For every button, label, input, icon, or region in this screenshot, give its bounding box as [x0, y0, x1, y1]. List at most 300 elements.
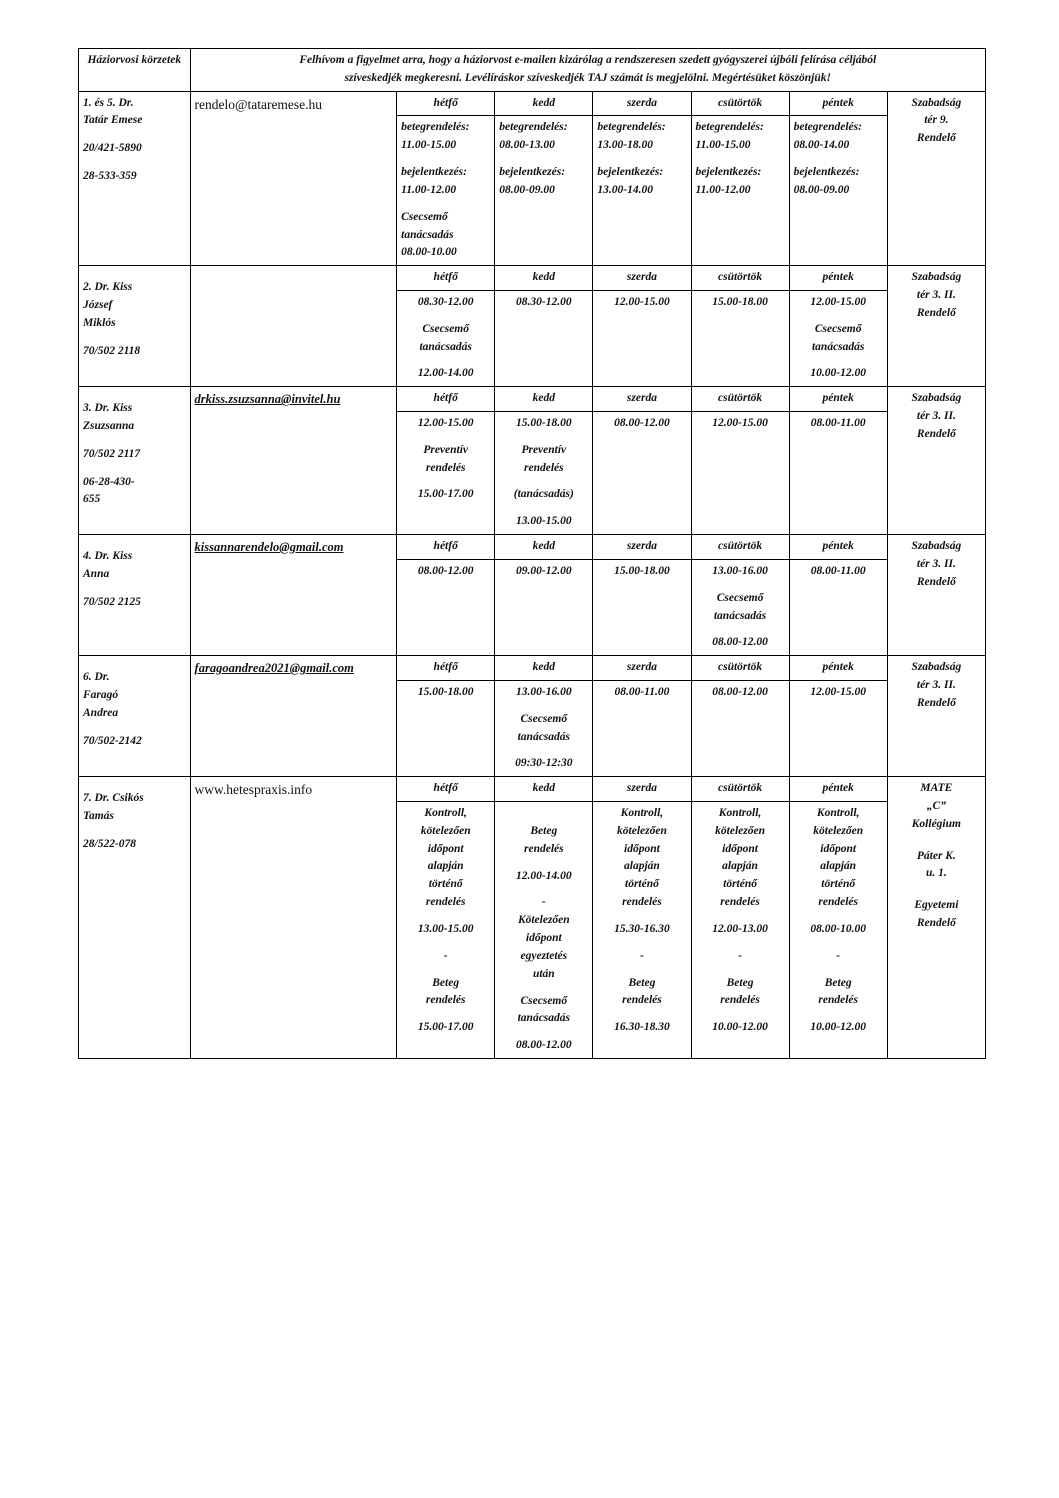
day-label: kedd — [532, 661, 555, 674]
schedule-line: 15.30-16.30 — [614, 922, 670, 935]
schedule-line: 12.00-15.00 — [810, 685, 866, 698]
schedule-line: időpont — [624, 842, 660, 855]
day-label: csütörtök — [718, 392, 763, 405]
day-label: péntek — [822, 661, 854, 674]
day-header-hetfo — [397, 266, 495, 291]
schedule-line: 10.00-12.00 — [712, 1021, 768, 1034]
schedule-line: tanácsadás — [517, 1012, 571, 1025]
email-link[interactable]: drkiss.zsuzsanna@invitel.hu — [194, 392, 341, 407]
schedule-cell-pentek — [789, 802, 887, 1059]
location-line: tér 3. II. — [916, 678, 956, 691]
schedule-cell-szerda — [593, 116, 691, 266]
schedule-cell-hetfo — [397, 116, 495, 266]
schedule-line: 15.00-18.00 — [516, 417, 572, 429]
schedule-line: tanácsadás — [517, 730, 571, 743]
schedule-line: 08.00-09.00 — [793, 183, 850, 196]
spacer — [892, 834, 981, 848]
schedule-line: 08.00-12.00 — [516, 1039, 572, 1052]
day-label: kedd — [532, 782, 555, 795]
spacer — [794, 356, 883, 365]
doctor-phone: 20/421-5890 — [83, 142, 142, 155]
spacer — [401, 966, 490, 975]
schedule-line: rendelés — [720, 896, 760, 909]
day-header-szerda — [593, 91, 691, 116]
spacer — [83, 158, 186, 168]
schedule-line: 11.00-12.00 — [695, 183, 751, 196]
notice-line-2: szíveskedjék megkeresni. Levélíráskor szíveskedjék TAJ számát is megjelölni. Megértésüket köszönjük! — [344, 71, 832, 84]
schedule-line: Kötelezően — [517, 914, 570, 927]
day-label: szerda — [626, 782, 657, 795]
schedule-line: kötelezően — [715, 824, 765, 837]
schedule-line: rendelés — [425, 896, 466, 909]
doctor-phone: 28-533-359 — [83, 170, 137, 183]
day-header-csutortok — [691, 777, 789, 802]
spacer — [499, 504, 588, 513]
schedule-line: rendelés — [425, 994, 466, 1007]
day-header-csutortok — [691, 91, 789, 116]
schedule-line: 15.00-18.00 — [614, 564, 670, 577]
schedule-line: kötelezően — [420, 824, 471, 837]
schedule-cell-hetfo — [397, 290, 495, 386]
spacer — [401, 200, 490, 209]
day-label: csütörtök — [718, 782, 763, 795]
schedule-line: Beteg — [530, 825, 558, 837]
day-label: szerda — [626, 540, 657, 553]
spacer — [499, 155, 588, 164]
schedule-line: bejelentkezés: — [695, 166, 762, 179]
schedule-line: 12.00-15.00 — [417, 417, 474, 429]
spacer — [696, 939, 785, 948]
day-header-pentek — [789, 777, 887, 802]
schedule-line: betegrendelés: — [793, 121, 862, 134]
contact-cell[interactable] — [190, 656, 397, 777]
schedule-cell-szerda — [593, 680, 691, 776]
schedule-cell-csutortok — [691, 802, 789, 1059]
day-label: hétfő — [433, 392, 458, 405]
schedule-cell-csutortok — [691, 412, 789, 535]
schedule-cell-kedd — [495, 559, 593, 655]
schedule-line: Csecsemő — [520, 712, 568, 725]
schedule-line: Beteg — [824, 976, 852, 989]
spacer — [83, 538, 186, 548]
schedule-line: - — [640, 949, 644, 962]
doctor-name-line: Zsuzsanna — [83, 420, 135, 432]
spacer — [83, 436, 186, 446]
schedule-line: időpont — [722, 842, 758, 855]
spacer — [696, 625, 785, 634]
location-line: MATE — [920, 782, 953, 795]
spacer — [83, 780, 186, 790]
schedule-line: 15.00-18.00 — [712, 295, 768, 308]
schedule-line: betegrendelés: — [597, 121, 666, 134]
spacer — [499, 814, 588, 823]
day-label: hétfő — [433, 96, 458, 109]
day-label: hétfő — [433, 540, 458, 553]
day-header-csutortok — [691, 387, 789, 412]
spacer — [499, 1028, 588, 1037]
day-header-szerda — [593, 656, 691, 681]
location-line: tér 3. II. — [916, 557, 956, 570]
schedule-line: - — [738, 949, 742, 962]
day-label: csütörtök — [718, 661, 763, 674]
location-line: Kollégium — [911, 817, 961, 830]
spacer — [892, 883, 981, 897]
doctor-name-line: Anna — [83, 567, 110, 580]
schedule-line: időpont — [525, 932, 562, 945]
schedule-line: 08.00-10.00 — [810, 922, 866, 935]
doctor-cell — [79, 91, 191, 266]
schedule-line: Kontroll, — [718, 807, 762, 819]
schedule-line: 12.00-15.00 — [614, 295, 670, 308]
schedule-cell-szerda — [593, 290, 691, 386]
schedule-line: kötelezően — [813, 824, 864, 837]
schedule-line: - — [836, 949, 841, 962]
table-row-notice — [79, 49, 986, 92]
schedule-cell-csutortok — [691, 680, 789, 776]
website-link[interactable]: www.hetespraxis.info — [194, 782, 313, 798]
schedule-line: - — [541, 896, 546, 909]
schedule-line: tanácsadás — [713, 609, 767, 622]
table-row — [79, 387, 986, 412]
day-label: szerda — [626, 96, 657, 109]
table-row — [79, 535, 986, 560]
location-line: tér 9. — [924, 114, 949, 127]
spacer — [401, 312, 490, 321]
day-header-pentek — [789, 387, 887, 412]
schedule-line: 09:30-12:30 — [515, 757, 573, 770]
spacer — [696, 912, 785, 921]
doctor-name-line: Tatár Emese — [83, 114, 143, 127]
table-row — [79, 656, 986, 681]
spacer — [83, 464, 186, 474]
spacer — [83, 584, 186, 594]
schedule-cell-kedd — [495, 412, 593, 535]
table-row — [79, 777, 986, 802]
contact-cell[interactable] — [190, 777, 397, 1059]
location-cell — [887, 91, 985, 266]
spacer — [794, 312, 883, 321]
schedule-line: 12.00-13.00 — [712, 922, 768, 935]
schedule-line: alapján — [624, 860, 660, 873]
day-label: csütörtök — [718, 96, 763, 109]
schedule-line: bejelentkezés: — [499, 166, 566, 179]
contact-cell[interactable] — [190, 266, 397, 387]
doctor-phone: 70/502 2117 — [83, 447, 141, 460]
spacer — [597, 966, 686, 975]
location-cell — [887, 656, 985, 777]
contact-cell[interactable] — [190, 91, 397, 266]
notice-line-1: Felhívom a figyelmet arra, hogy a háziorvost e-mailen kizárólag a rendszeresen szedett gyógyszerei újbóli felírása céljából — [299, 54, 877, 66]
email-link[interactable]: rendelo@tataremese.hu — [194, 96, 323, 112]
doctor-cell — [79, 535, 191, 656]
day-label: csütörtök — [718, 540, 763, 553]
doctor-name-line: József — [83, 298, 113, 311]
day-label: kedd — [532, 271, 555, 284]
schedule-cell-szerda — [593, 559, 691, 655]
spacer — [401, 912, 490, 921]
schedule-line: 11.00-12.00 — [401, 183, 457, 196]
day-label: szerda — [626, 392, 657, 405]
spacer — [83, 390, 186, 400]
day-header-hetfo — [397, 387, 495, 412]
districts-label: Háziorvosi körzetek — [87, 54, 182, 66]
day-header-csutortok — [691, 535, 789, 560]
table-row — [79, 91, 986, 116]
schedule-cell-pentek — [789, 290, 887, 386]
schedule-line: időpont — [820, 842, 857, 855]
spacer — [401, 939, 490, 948]
location-line: Rendelő — [916, 917, 956, 930]
schedule-line: (tanácsadás) — [513, 488, 574, 501]
schedule-line: 08.00-12.00 — [614, 417, 670, 429]
day-header-hetfo — [397, 535, 495, 560]
spacer — [696, 155, 785, 164]
schedule-line: 11.00-15.00 — [401, 139, 457, 152]
doctor-phone: 70/502-2142 — [83, 734, 142, 747]
schedule-line: 13.00-18.00 — [597, 139, 653, 152]
schedule-line: 12.00-14.00 — [417, 367, 474, 380]
schedule-line: 08.00-11.00 — [810, 564, 866, 577]
day-header-hetfo — [397, 656, 495, 681]
location-line: Rendelő — [916, 132, 956, 145]
schedule-cell-pentek — [789, 412, 887, 535]
day-header-hetfo — [397, 91, 495, 116]
spacer — [83, 130, 186, 140]
doctor-name-line: 4. Dr. Kiss — [83, 550, 133, 563]
schedule-cell-hetfo — [397, 559, 495, 655]
schedule-line: kötelezően — [617, 824, 667, 837]
schedule-cell-hetfo — [397, 680, 495, 776]
schedule-line: rendelés — [524, 842, 564, 855]
location-line: Szabadság — [911, 661, 962, 674]
schedule-line: rendelés — [425, 461, 466, 474]
email-link[interactable]: faragoandrea2021@gmail.com — [194, 661, 354, 676]
location-line: Szabadság — [911, 271, 962, 284]
schedule-line: Kontroll, — [816, 807, 860, 819]
day-header-kedd — [495, 387, 593, 412]
schedule-line: rendelés — [720, 994, 760, 1007]
spacer — [83, 333, 186, 343]
spacer — [499, 984, 588, 993]
schedule-line: tanácsadás — [811, 340, 865, 353]
location-line: Páter K. — [916, 849, 956, 862]
spacer — [597, 939, 686, 948]
doctor-phone: 70/502 2125 — [83, 595, 141, 608]
spacer — [499, 433, 588, 442]
schedule-line: betegrendelés: — [695, 121, 764, 134]
location-line: Rendelő — [916, 306, 956, 319]
doctor-name-line: Faragó — [83, 688, 119, 701]
day-label: péntek — [822, 392, 854, 405]
location-line: Szabadság — [911, 540, 962, 553]
day-label: péntek — [822, 271, 854, 284]
spacer — [794, 912, 883, 921]
schedule-line: bejelentkezés: — [401, 166, 467, 179]
day-header-kedd — [495, 535, 593, 560]
schedule-cell-kedd — [495, 116, 593, 266]
schedule-line: rendelés — [818, 994, 858, 1007]
spacer — [794, 155, 883, 164]
schedule-line: bejelentkezés: — [793, 166, 860, 179]
schedule-line: alapján — [820, 860, 857, 873]
document-page — [78, 48, 986, 1059]
spacer — [499, 477, 588, 486]
schedule-line: bejelentkezés: — [597, 166, 664, 179]
schedule-line: Kontroll, — [620, 807, 664, 819]
header-cell-districts — [79, 49, 191, 92]
schedule-line: időpont — [427, 842, 464, 855]
location-line: Szabadság — [911, 96, 962, 109]
spacer — [499, 805, 588, 814]
location-line: Rendelő — [916, 575, 956, 588]
schedule-cell-kedd — [495, 290, 593, 386]
schedule-line: 08.00-12.00 — [712, 636, 768, 649]
day-label: kedd — [532, 96, 555, 109]
spacer — [401, 477, 490, 486]
schedule-line: Preventív — [521, 443, 567, 456]
schedule-cell-csutortok — [691, 116, 789, 266]
location-line: Rendelő — [916, 427, 956, 440]
day-label: hétfő — [433, 782, 458, 795]
schedule-line: Beteg — [726, 976, 754, 989]
schedule-line: 10.00-12.00 — [810, 367, 866, 380]
spacer — [794, 1010, 883, 1019]
schedule-line: tanácsadás — [419, 340, 472, 353]
schedule-line: 08.30-12.00 — [516, 295, 572, 308]
schedule-line: 08.00-11.00 — [614, 685, 670, 698]
day-header-pentek — [789, 656, 887, 681]
schedule-line: rendelés — [818, 896, 858, 909]
spacer — [401, 155, 490, 164]
schedule-line: Csecsemő — [520, 994, 568, 1007]
schedule-cell-kedd — [495, 680, 593, 776]
doctor-name-line: 1. és 5. Dr. — [83, 96, 134, 109]
schedule-line: 15.00-17.00 — [417, 488, 474, 501]
schedule-cell-csutortok — [691, 559, 789, 655]
day-label: szerda — [626, 271, 657, 284]
schedule-cell-pentek — [789, 559, 887, 655]
location-line: tér 3. II. — [916, 410, 956, 422]
doctor-phone: 28/522-078 — [83, 837, 137, 850]
schedule-cell-szerda — [593, 802, 691, 1059]
schedule-line: 11.00-15.00 — [695, 139, 751, 152]
schedule-line: Preventív — [423, 443, 469, 456]
spacer — [499, 702, 588, 711]
schedule-line: 16.30-18.30 — [614, 1021, 670, 1034]
schedule-line: rendelés — [622, 896, 662, 909]
notice-cell — [190, 49, 985, 92]
schedule-line: 08.00-12.00 — [417, 564, 474, 577]
day-header-pentek — [789, 266, 887, 291]
schedule-line: történő — [723, 878, 757, 891]
spacer — [597, 912, 686, 921]
schedule-cell-pentek — [789, 116, 887, 266]
schedule-line: történő — [428, 878, 463, 891]
doctor-name-line: 2. Dr. Kiss — [83, 281, 133, 294]
schedule-table — [78, 48, 986, 1059]
spacer — [597, 1010, 686, 1019]
spacer — [696, 581, 785, 590]
schedule-line: 13.00-15.00 — [516, 515, 572, 528]
schedule-line: 12.00-14.00 — [516, 869, 572, 882]
schedule-line: alapján — [427, 860, 464, 873]
schedule-line: 10.00-12.00 — [810, 1021, 866, 1034]
schedule-cell-hetfo — [397, 802, 495, 1059]
location-line: Szabadság — [911, 392, 962, 405]
doctor-name-line: 3. Dr. Kiss — [83, 402, 133, 415]
schedule-line: Csecsemő — [401, 210, 448, 223]
spacer — [499, 859, 588, 868]
day-header-hetfo — [397, 777, 495, 802]
schedule-line: 13.00-16.00 — [516, 685, 572, 698]
schedule-line: Csecsemő — [716, 591, 764, 604]
contact-cell[interactable] — [190, 387, 397, 535]
table-row — [79, 266, 986, 291]
schedule-line: Csecsemő — [422, 322, 469, 335]
schedule-line: betegrendelés: — [401, 121, 470, 134]
schedule-line: 12.00-15.00 — [712, 417, 768, 429]
location-cell — [887, 777, 985, 1059]
day-label: péntek — [822, 540, 854, 553]
schedule-line: 13.00-15.00 — [417, 922, 474, 935]
location-line: Egyetemi — [914, 899, 959, 912]
schedule-line: egyeztetés — [520, 949, 568, 962]
schedule-line: 08.00-10.00 — [401, 246, 457, 259]
day-label: hétfő — [433, 661, 458, 674]
day-header-csutortok — [691, 266, 789, 291]
schedule-line: 15.00-17.00 — [417, 1021, 474, 1034]
spacer — [499, 885, 588, 894]
schedule-line: 08.30-12.00 — [417, 295, 474, 308]
spacer — [83, 826, 186, 836]
day-label: péntek — [822, 96, 854, 109]
day-label: kedd — [532, 540, 555, 553]
schedule-line: - — [443, 949, 448, 962]
schedule-line: Beteg — [628, 976, 656, 989]
schedule-line: történő — [625, 878, 659, 891]
schedule-line: 12.00-15.00 — [810, 295, 866, 308]
contact-cell[interactable] — [190, 535, 397, 656]
doctor-cell — [79, 387, 191, 535]
doctor-name-line: 6. Dr. — [83, 671, 110, 684]
doctor-phone: 06-28-430- — [83, 475, 135, 488]
schedule-line: 13.00-14.00 — [597, 183, 653, 196]
location-cell — [887, 387, 985, 535]
schedule-line: tanácsadás — [401, 228, 454, 241]
spacer — [83, 269, 186, 279]
day-header-kedd — [495, 91, 593, 116]
spacer — [696, 966, 785, 975]
schedule-cell-csutortok — [691, 290, 789, 386]
email-link[interactable]: kissannarendelo@gmail.com — [194, 540, 344, 555]
schedule-line: Beteg — [432, 976, 460, 989]
spacer — [401, 433, 490, 442]
doctor-name-line: Andrea — [83, 706, 119, 719]
spacer — [597, 155, 686, 164]
schedule-line: rendelés — [524, 461, 564, 474]
schedule-line: 08.00-11.00 — [810, 417, 866, 429]
schedule-cell-pentek — [789, 680, 887, 776]
schedule-line: 08.00-13.00 — [499, 139, 555, 152]
location-line: Rendelő — [916, 696, 956, 709]
schedule-line: 09.00-12.00 — [516, 564, 572, 577]
spacer — [83, 723, 186, 733]
day-header-csutortok — [691, 656, 789, 681]
spacer — [794, 966, 883, 975]
schedule-cell-hetfo — [397, 412, 495, 535]
location-line: tér 3. II. — [916, 288, 956, 301]
doctor-phone: 655 — [83, 493, 101, 506]
